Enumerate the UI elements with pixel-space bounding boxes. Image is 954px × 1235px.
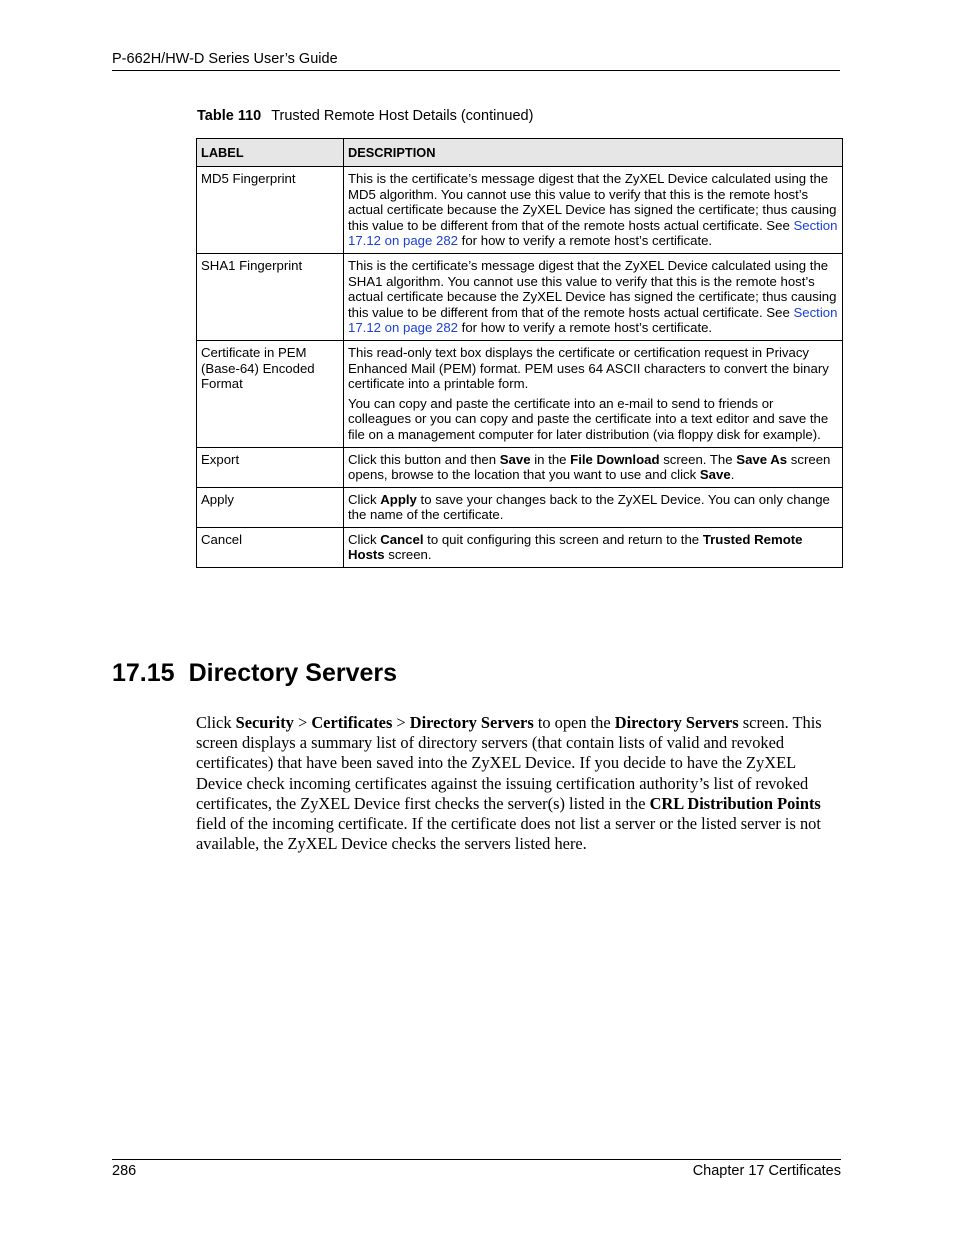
table-row: [197, 487, 843, 527]
section-title: Directory Servers: [188, 659, 398, 687]
row-description: Click Apply to save your changes back to the ZyXEL Device. You can only change the name of the certificate.: [344, 487, 843, 527]
trusted-remote-host-details-table: [196, 138, 843, 568]
page-number: 286: [112, 1163, 137, 1179]
row-description: This is the certificate’s message digest that the ZyXEL Device calculated using the SHA1 algorithm. You cannot use this value to verify that this is the remote host’s actual certificate because the ZyXEL Device has signed the certificate; thus causing this value to be different from that of the remote hosts actual certificate. See Section 17.12 on page 282 for how to verify a remote host’s certificate.: [344, 253, 843, 340]
row-label: Apply: [197, 487, 344, 527]
row-label: Export: [197, 447, 344, 487]
table-row: [197, 340, 843, 447]
table-number: Table 110: [197, 108, 262, 124]
running-footer: [112, 1159, 841, 1179]
table-row: [197, 527, 843, 567]
section-heading: [112, 659, 397, 688]
table-caption: [197, 108, 533, 124]
row-label: Cancel: [197, 527, 344, 567]
table-row: [197, 447, 843, 487]
running-header: [112, 51, 840, 71]
row-label: Certificate in PEM (Base-64) Encoded Format: [197, 340, 344, 447]
table-row: [197, 253, 843, 340]
row-label: MD5 Fingerprint: [197, 167, 344, 254]
row-description: This is the certificate’s message digest that the ZyXEL Device calculated using the MD5 algorithm. You cannot use this value to verify that this is the remote host’s actual certificate because the ZyXEL Device has signed the certificate; thus causing this value to be different from that of the remote hosts actual certificate. See Section 17.12 on page 282 for how to verify a remote host’s certificate.: [344, 167, 843, 254]
guide-title: P-662H/HW-D Series User’s Guide: [112, 51, 338, 67]
table-header-row: [197, 139, 843, 167]
section-number: 17.15: [112, 659, 175, 687]
body-paragraph: Click Security > Certificates > Directory Servers to open the Directory Servers screen. This screen displays a summary list of directory servers (that contain lists of valid and revoked certificates) that have been saved into the ZyXEL Device. If you decide to have the ZyXEL Device check incoming certificates against the issuing certification authority’s list of revoked certificates, the ZyXEL Device first checks the server(s) listed in the CRL Distribution Points field of the incoming certificate. If the certificate does not list a server or the listed server is not available, the ZyXEL Device checks the servers listed here.: [196, 713, 822, 854]
section-link[interactable]: Section 17.12 on page 282: [348, 304, 838, 336]
row-description: Click this button and then Save in the File Download screen. The Save As screen opens, browse to the location that you want to use and click Save.: [344, 447, 843, 487]
column-header-description: DESCRIPTION: [344, 139, 843, 167]
section-link[interactable]: Section 17.12 on page 282: [348, 217, 838, 249]
table-row: [197, 167, 843, 254]
table-title: Trusted Remote Host Details (continued): [271, 108, 534, 124]
chapter-title: Chapter 17 Certificates: [692, 1163, 841, 1179]
row-description: Click Cancel to quit configuring this screen and return to the Trusted Remote Hosts screen.: [344, 527, 843, 567]
row-description: This read-only text box displays the certificate or certification request in Privacy Enhanced Mail (PEM) format. PEM uses 64 ASCII characters to convert the binary certificate into a printable form. You can copy and paste the certificate into an e-mail to send to friends or colleagues or you can copy and paste the certificate into a text editor and save the file on a management computer for later distribution (via floppy disk for example).: [344, 340, 843, 447]
row-label: SHA1 Fingerprint: [197, 253, 344, 340]
column-header-label: LABEL: [197, 139, 344, 167]
